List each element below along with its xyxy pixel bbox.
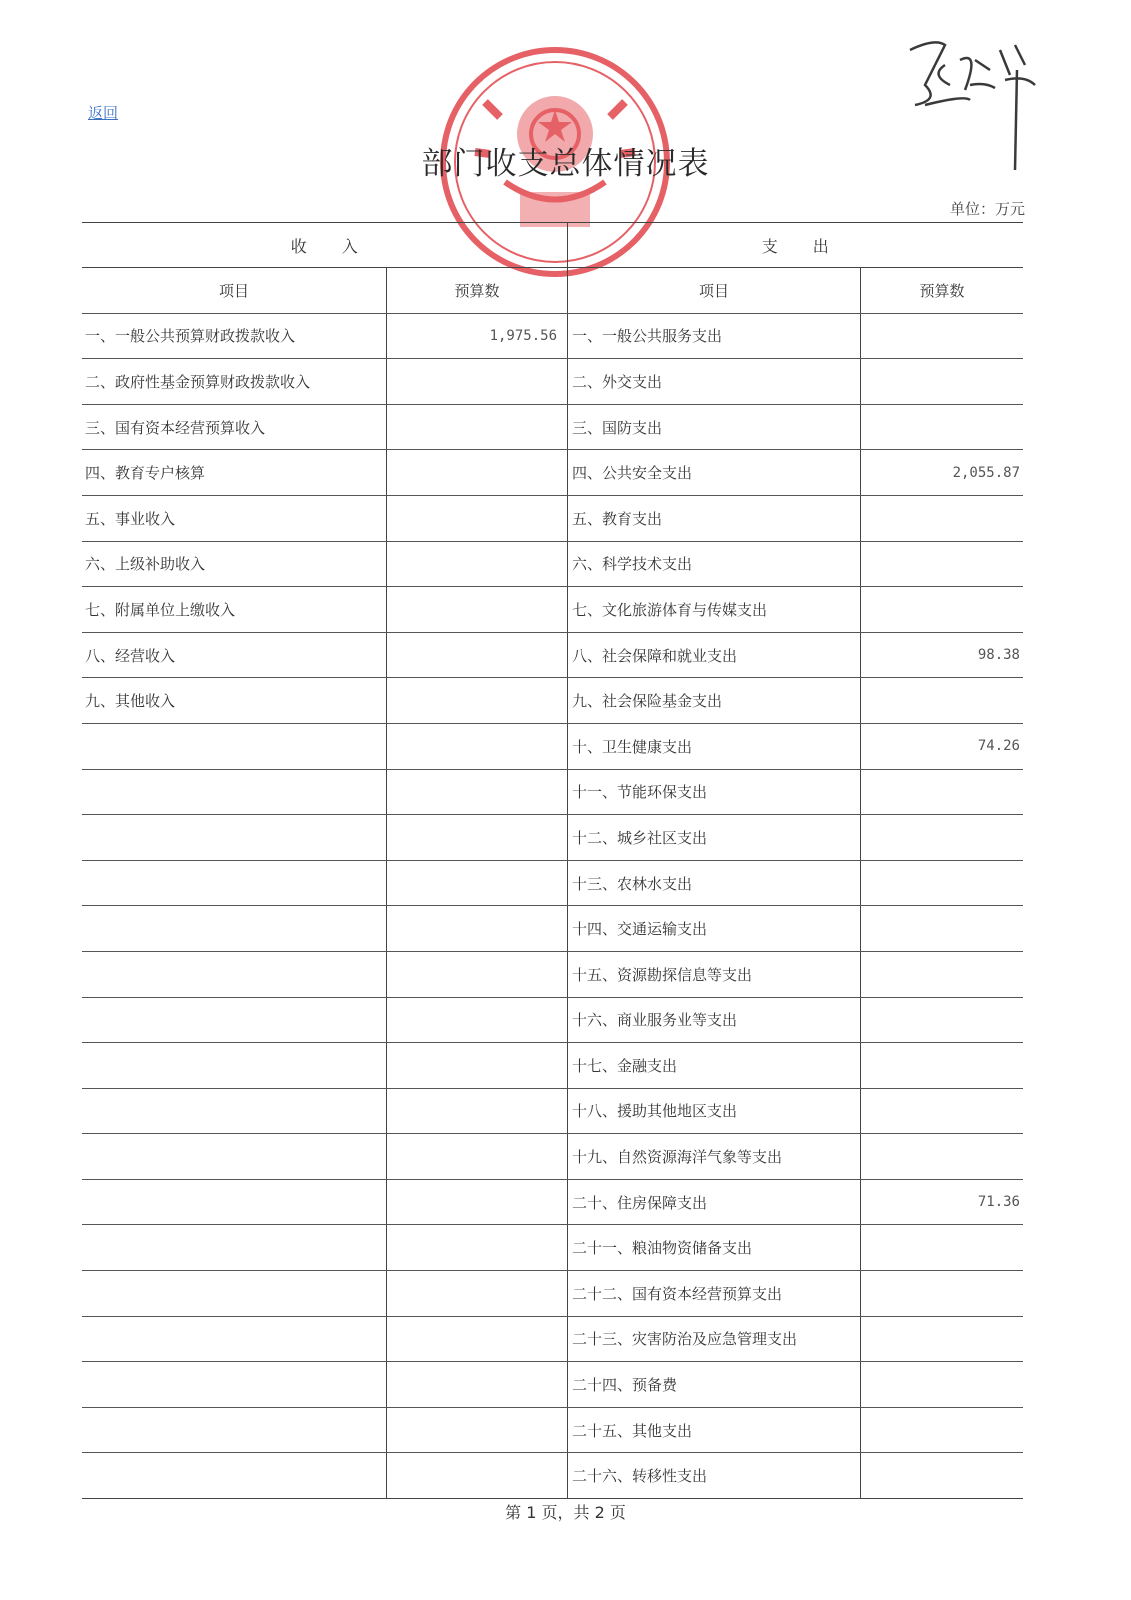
table-row <box>82 952 1023 998</box>
income-amount-cell <box>387 1453 568 1498</box>
income-item-cell: 八、经营收入 <box>82 633 387 678</box>
expense-item-cell: 二、外交支出 <box>568 359 861 404</box>
income-item-cell <box>82 952 387 997</box>
page-title: 部门收支总体情况表 <box>421 146 710 182</box>
table-column-header <box>82 268 1023 314</box>
expense-item-cell: 十三、农林水支出 <box>568 861 861 906</box>
income-amount-cell <box>387 450 568 495</box>
expense-item-cell: 二十二、国有资本经营预算支出 <box>568 1271 861 1316</box>
income-amount-cell <box>387 724 568 769</box>
expense-header: 支 出 <box>761 236 830 256</box>
income-item-cell <box>82 1362 387 1407</box>
expense-item-cell: 二十三、灾害防治及应急管理支出 <box>568 1317 861 1362</box>
table-row <box>82 815 1023 861</box>
income-item-cell <box>82 1225 387 1270</box>
expense-amount-cell: 71.36 <box>977 1194 1020 1211</box>
income-item-cell: 四、教育专户核算 <box>82 450 387 495</box>
income-amount-cell <box>387 1043 568 1088</box>
income-item-cell <box>82 1408 387 1453</box>
income-item-cell <box>82 998 387 1043</box>
unit-label: 单位：万元 <box>949 200 1025 218</box>
income-amount-cell <box>387 633 568 678</box>
expense-amount-cell <box>861 1134 1023 1179</box>
expense-item-cell: 十、卫生健康支出 <box>568 724 861 769</box>
table-row <box>82 861 1023 907</box>
table-row <box>82 724 1023 770</box>
income-item-cell <box>82 770 387 815</box>
income-amount-cell <box>387 906 568 951</box>
income-amount-cell <box>387 542 568 587</box>
table-row <box>82 998 1023 1044</box>
income-amount-cell <box>387 1408 568 1453</box>
expense-item-cell: 十二、城乡社区支出 <box>568 815 861 860</box>
table-group-header <box>82 223 1023 268</box>
income-item-cell <box>82 861 387 906</box>
expense-item-cell: 二十四、预备费 <box>568 1362 861 1407</box>
expense-item-header: 项目 <box>568 268 861 313</box>
table-row <box>82 405 1023 451</box>
income-item-cell <box>82 815 387 860</box>
table-row <box>82 1043 1023 1089</box>
table-row <box>82 1408 1023 1454</box>
expense-amount-cell <box>861 770 1023 815</box>
expense-item-cell: 十八、援助其他地区支出 <box>568 1089 861 1134</box>
income-item-header: 项目 <box>82 268 387 313</box>
expense-item-cell: 四、公共安全支出 <box>568 450 861 495</box>
expense-budget-header: 预算数 <box>919 281 965 300</box>
income-budget-header: 预算数 <box>387 268 568 313</box>
income-amount-cell <box>387 678 568 723</box>
expense-item-cell: 五、教育支出 <box>568 496 861 541</box>
income-amount-cell: 1,975.56 <box>387 314 568 359</box>
income-amount-cell <box>387 1317 568 1362</box>
income-item-cell <box>82 1453 387 1498</box>
income-amount-cell <box>387 952 568 997</box>
income-amount-cell <box>387 496 568 541</box>
income-amount-cell <box>387 1134 568 1179</box>
expense-item-cell: 二十、住房保障支出 <box>568 1180 861 1225</box>
expense-amount-cell <box>861 359 1023 404</box>
income-item-cell: 一、一般公共预算财政拨款收入 <box>82 314 387 359</box>
income-amount-cell <box>387 815 568 860</box>
back-link[interactable]: 返回 <box>88 104 119 122</box>
income-item-cell: 二、政府性基金预算财政拨款收入 <box>82 359 387 404</box>
table-row <box>82 542 1023 588</box>
table-row <box>82 906 1023 952</box>
table-row <box>82 450 1023 496</box>
expense-amount-cell <box>861 906 1023 951</box>
income-amount-cell <box>387 998 568 1043</box>
income-item-cell: 九、其他收入 <box>82 678 387 723</box>
expense-amount-cell: 2,055.87 <box>952 464 1020 481</box>
expense-amount-cell <box>861 542 1023 587</box>
income-item-cell: 七、附属单位上缴收入 <box>82 587 387 632</box>
expense-item-cell: 十一、节能环保支出 <box>568 770 861 815</box>
table-row <box>82 1453 1023 1498</box>
income-item-cell <box>82 1134 387 1179</box>
income-item-cell <box>82 1180 387 1225</box>
table-row <box>82 1362 1023 1408</box>
expense-item-cell: 十七、金融支出 <box>568 1043 861 1088</box>
expense-amount-cell <box>861 314 1023 359</box>
expense-amount-cell: 74.26 <box>977 738 1020 755</box>
budget-table <box>82 222 1023 1499</box>
income-amount-cell <box>387 1225 568 1270</box>
table-row <box>82 314 1023 360</box>
expense-amount-cell <box>861 1089 1023 1134</box>
expense-amount-cell <box>861 861 1023 906</box>
page-footer: 第 1 页，共 2 页 <box>505 1503 626 1522</box>
expense-amount-cell <box>861 1225 1023 1270</box>
expense-item-cell: 六、科学技术支出 <box>568 542 861 587</box>
income-item-cell <box>82 724 387 769</box>
table-row <box>82 1180 1023 1226</box>
expense-amount-cell <box>861 1271 1023 1316</box>
income-item-cell: 六、上级补助收入 <box>82 542 387 587</box>
expense-amount-cell <box>861 405 1023 450</box>
table-row <box>82 359 1023 405</box>
income-amount-cell <box>387 770 568 815</box>
income-item-cell <box>82 906 387 951</box>
expense-item-cell: 二十五、其他支出 <box>568 1408 861 1453</box>
income-item-cell <box>82 1271 387 1316</box>
expense-amount-cell <box>861 587 1023 632</box>
income-amount-cell <box>387 1180 568 1225</box>
income-amount-cell <box>387 405 568 450</box>
income-amount-cell <box>387 1089 568 1134</box>
expense-amount-cell <box>861 1453 1023 1498</box>
table-row <box>82 1089 1023 1135</box>
income-amount-cell <box>387 359 568 404</box>
income-amount-cell <box>387 587 568 632</box>
expense-item-cell: 九、社会保险基金支出 <box>568 678 861 723</box>
expense-item-cell: 八、社会保障和就业支出 <box>568 633 861 678</box>
income-item-cell: 五、事业收入 <box>82 496 387 541</box>
table-row <box>82 1225 1023 1271</box>
expense-amount-cell <box>861 1362 1023 1407</box>
table-row <box>82 1317 1023 1363</box>
income-amount-cell <box>387 1271 568 1316</box>
table-row <box>82 1271 1023 1317</box>
expense-amount-cell: 98.38 <box>977 647 1020 664</box>
expense-amount-cell <box>861 678 1023 723</box>
table-row <box>82 770 1023 816</box>
expense-item-cell: 三、国防支出 <box>568 405 861 450</box>
income-header: 收 入 <box>82 223 568 267</box>
expense-amount-cell <box>861 998 1023 1043</box>
expense-item-cell: 一、一般公共服务支出 <box>568 314 861 359</box>
table-row <box>82 678 1023 724</box>
expense-amount-cell <box>861 496 1023 541</box>
income-item-cell <box>82 1089 387 1134</box>
income-item-cell <box>82 1043 387 1088</box>
expense-item-cell: 十六、商业服务业等支出 <box>568 998 861 1043</box>
expense-item-cell: 十四、交通运输支出 <box>568 906 861 951</box>
expense-amount-cell <box>861 815 1023 860</box>
expense-amount-cell <box>861 1043 1023 1088</box>
income-item-cell <box>82 1317 387 1362</box>
expense-amount-cell <box>861 1317 1023 1362</box>
expense-item-cell: 十九、自然资源海洋气象等支出 <box>568 1134 861 1179</box>
expense-amount-cell <box>861 1408 1023 1453</box>
table-body <box>82 314 1023 1498</box>
expense-item-cell: 十五、资源勘探信息等支出 <box>568 952 861 997</box>
income-amount-cell <box>387 1362 568 1407</box>
expense-amount-cell <box>861 952 1023 997</box>
expense-item-cell: 二十一、粮油物资储备支出 <box>568 1225 861 1270</box>
table-row <box>82 496 1023 542</box>
table-row <box>82 633 1023 679</box>
income-amount-cell <box>387 861 568 906</box>
table-row <box>82 1134 1023 1180</box>
expense-item-cell: 七、文化旅游体育与传媒支出 <box>568 587 861 632</box>
table-row <box>82 587 1023 633</box>
expense-item-cell: 二十六、转移性支出 <box>568 1453 861 1498</box>
income-item-cell: 三、国有资本经营预算收入 <box>82 405 387 450</box>
